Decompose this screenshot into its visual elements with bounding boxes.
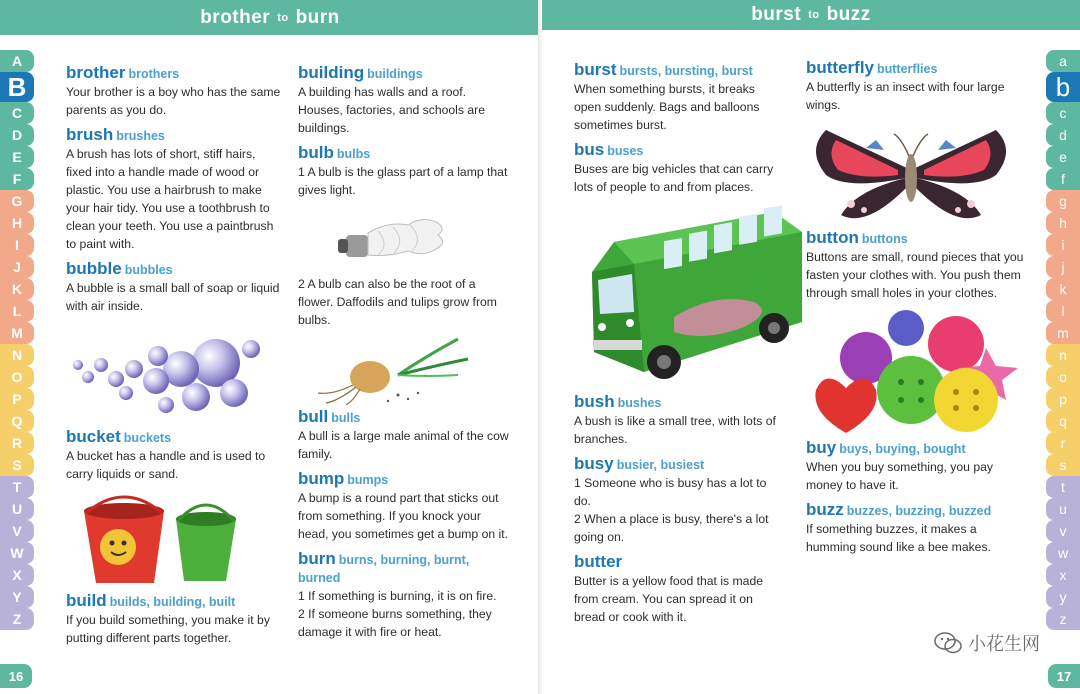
- entry-butterfly: [806, 58, 1026, 114]
- tab-letter-v[interactable]: v: [1046, 520, 1080, 542]
- butterfly-icon: [806, 120, 1026, 228]
- word-forms: busier, busiest: [616, 458, 705, 472]
- tab-letter-x[interactable]: x: [1046, 564, 1080, 586]
- tab-letter-n[interactable]: N: [0, 344, 34, 366]
- right-column-1: [574, 60, 784, 632]
- watermark: [934, 630, 1040, 656]
- tab-letter-b[interactable]: b: [1046, 72, 1080, 102]
- left-column-2: [298, 63, 513, 647]
- headword: burn: [298, 549, 336, 568]
- tab-letter-l[interactable]: l: [1046, 300, 1080, 322]
- tab-letter-c[interactable]: C: [0, 102, 34, 124]
- entry-bus: [574, 140, 784, 196]
- tab-letter-h[interactable]: h: [1046, 212, 1080, 234]
- tab-letter-w[interactable]: w: [1046, 542, 1080, 564]
- word-forms: bushes: [617, 396, 662, 410]
- definition-1: 1 If something is burning, it is on fire.: [298, 589, 497, 603]
- word-forms: bubbles: [124, 263, 173, 277]
- header-to: to: [277, 11, 289, 24]
- word-forms: buzzes, buzzing, buzzed: [846, 504, 992, 518]
- alphabet-tabs-right: [1046, 50, 1080, 630]
- tab-letter-t[interactable]: t: [1046, 476, 1080, 498]
- tab-letter-n[interactable]: n: [1046, 344, 1080, 366]
- tab-letter-f[interactable]: f: [1046, 168, 1080, 190]
- headword: build: [66, 591, 107, 610]
- tab-letter-a[interactable]: a: [1046, 50, 1080, 72]
- entry-building: [298, 63, 513, 137]
- headword: butter: [574, 552, 623, 571]
- definition-1: 1 A bulb is the glass part of a lamp that gives light.: [298, 165, 508, 197]
- entry-buzz: [806, 500, 1026, 556]
- tab-letter-t[interactable]: T: [0, 476, 34, 498]
- light-bulb-icon: [298, 205, 513, 275]
- headword: bubble: [66, 259, 122, 278]
- definition: Buses are big vehicles that can carry lots of people to and from places.: [574, 162, 774, 194]
- entry-bush: [574, 392, 784, 448]
- header-from-word: brother: [200, 6, 271, 28]
- entry-burst: [574, 60, 784, 134]
- header-until-word: buzz: [826, 4, 871, 25]
- word-forms: bursts, bursting, burst: [619, 64, 753, 78]
- entry-bubble: [66, 259, 281, 315]
- tab-letter-q[interactable]: Q: [0, 410, 34, 432]
- definition: If you build something, you make it by putting different parts together.: [66, 613, 270, 645]
- word-forms: butterflies: [877, 62, 938, 76]
- definition: A bump is a round part that sticks out from something. If you knock your head, you sometimes get a bump on it.: [298, 491, 509, 541]
- tab-letter-y[interactable]: Y: [0, 586, 34, 608]
- wechat-logo-icon: [934, 632, 962, 654]
- entry-busy: [574, 454, 784, 546]
- entry-butter: [574, 552, 784, 626]
- word-forms: bumps: [347, 473, 389, 487]
- tab-letter-z[interactable]: z: [1046, 608, 1080, 630]
- bubbles-icon: [66, 321, 281, 421]
- tab-letter-o[interactable]: o: [1046, 366, 1080, 388]
- header-until-word: burn: [295, 6, 340, 28]
- tab-letter-r[interactable]: r: [1046, 432, 1080, 454]
- watermark-text: 小花生网: [968, 634, 1040, 654]
- tab-letter-v[interactable]: V: [0, 520, 34, 542]
- word-forms: builds, building, built: [109, 595, 236, 609]
- word-forms: bulls: [331, 411, 361, 425]
- word-forms: buys, buying, bought: [839, 442, 966, 456]
- word-forms: buttons: [861, 232, 908, 246]
- buckets-icon: [66, 489, 281, 587]
- definition: Your brother is a boy who has the same parents as you do.: [66, 85, 281, 117]
- alphabet-tabs-left: [0, 50, 34, 630]
- definition: When something bursts, it breaks open suddenly. Bags and balloons sometimes burst.: [574, 82, 760, 132]
- entry-bull: [298, 407, 513, 463]
- entry-brush: [66, 125, 281, 253]
- left-column-1: [66, 63, 281, 653]
- word-forms: burns, burning, burnt, burned: [298, 553, 470, 585]
- entry-bulb-sense-2: [298, 275, 513, 329]
- tab-letter-u[interactable]: u: [1046, 498, 1080, 520]
- definition: If something buzzes, it makes a humming sound like a bee makes.: [806, 522, 991, 554]
- tab-letter-x[interactable]: X: [0, 564, 34, 586]
- tab-letter-p[interactable]: p: [1046, 388, 1080, 410]
- entry-build: [66, 591, 281, 647]
- tab-letter-l[interactable]: L: [0, 300, 34, 322]
- tab-letter-s[interactable]: S: [0, 454, 34, 476]
- headword: building: [298, 63, 365, 82]
- left-page-header: [0, 0, 540, 35]
- tab-letter-d[interactable]: d: [1046, 124, 1080, 146]
- word-forms: buckets: [123, 431, 172, 445]
- headword: bump: [298, 469, 345, 488]
- headword: button: [806, 228, 859, 247]
- headword: brother: [66, 63, 126, 82]
- headword: butterfly: [806, 58, 874, 77]
- word-forms: bulbs: [336, 147, 371, 161]
- entry-bulb: [298, 143, 513, 199]
- tab-letter-m[interactable]: M: [0, 322, 34, 344]
- tab-letter-k[interactable]: k: [1046, 278, 1080, 300]
- tab-letter-w[interactable]: W: [0, 542, 34, 564]
- header-from-word: burst: [751, 4, 802, 25]
- tab-letter-z[interactable]: Z: [0, 608, 34, 630]
- tab-letter-j[interactable]: J: [0, 256, 34, 278]
- tab-letter-i[interactable]: I: [0, 234, 34, 256]
- page-number: 16: [0, 664, 32, 688]
- definition: A bubble is a small ball of soap or liquid with air inside.: [66, 281, 280, 313]
- tab-letter-p[interactable]: P: [0, 388, 34, 410]
- headword: bull: [298, 407, 329, 426]
- entry-brother: [66, 63, 281, 119]
- tab-letter-o[interactable]: O: [0, 366, 34, 388]
- tab-letter-a[interactable]: A: [0, 50, 34, 72]
- word-forms: buses: [607, 144, 644, 158]
- bus-icon: [574, 202, 784, 392]
- header-to: to: [808, 9, 820, 21]
- tab-letter-e[interactable]: E: [0, 146, 34, 168]
- definition-2: 2 When a place is busy, there's a lot going on.: [574, 512, 769, 544]
- entry-buy: [806, 438, 1026, 494]
- headword: bush: [574, 392, 615, 411]
- right-page-header: [542, 0, 1080, 30]
- definition: A brush has lots of short, stiff hairs, fixed into a handle made of wood or plastic. You use a hairbrush to make your hair tidy. You use a toothbrush to clean your teeth. You use a paintbrush to paint with.: [66, 147, 274, 251]
- definition: When you buy something, you pay money to have it.: [806, 460, 993, 492]
- definition: A bucket has a handle and is used to carry liquids or sand.: [66, 449, 266, 481]
- definition-2: 2 If someone burns something, they damage it with fire or heat.: [298, 607, 492, 639]
- headword: bulb: [298, 143, 334, 162]
- tab-letter-b[interactable]: B: [0, 72, 34, 102]
- right-page: [542, 0, 1080, 694]
- page-number: 17: [1048, 664, 1080, 688]
- definition: Butter is a yellow food that is made from cream. You can spread it on bread or cook with it.: [574, 574, 764, 624]
- tab-letter-c[interactable]: c: [1046, 102, 1080, 124]
- definition: A building has walls and a roof. Houses, factories, and schools are buildings.: [298, 85, 485, 135]
- definition-1: 1 Someone who is busy has a lot to do.: [574, 476, 767, 508]
- headword: bus: [574, 140, 605, 159]
- word-forms: brushes: [116, 129, 165, 143]
- headword: bucket: [66, 427, 121, 446]
- tab-letter-g[interactable]: g: [1046, 190, 1080, 212]
- word-forms: buildings: [367, 67, 423, 81]
- tab-letter-j[interactable]: j: [1046, 256, 1080, 278]
- word-forms: brothers: [128, 67, 180, 81]
- headword: brush: [66, 125, 114, 144]
- tab-letter-i[interactable]: i: [1046, 234, 1080, 256]
- definition: A bull is a large male animal of the cow family.: [298, 429, 509, 461]
- tab-letter-h[interactable]: H: [0, 212, 34, 234]
- tab-letter-u[interactable]: U: [0, 498, 34, 520]
- tab-letter-m[interactable]: m: [1046, 322, 1080, 344]
- entry-bucket: [66, 427, 281, 483]
- tab-letter-r[interactable]: R: [0, 432, 34, 454]
- entry-burn: [298, 549, 513, 641]
- buttons-icon: [806, 308, 1026, 438]
- headword: busy: [574, 454, 614, 473]
- headword: buzz: [806, 500, 844, 519]
- tab-letter-y[interactable]: y: [1046, 586, 1080, 608]
- tab-letter-g[interactable]: G: [0, 190, 34, 212]
- definition: A bush is like a small tree, with lots of branches.: [574, 414, 776, 446]
- tab-letter-k[interactable]: K: [0, 278, 34, 300]
- onion-bulb-icon: [298, 335, 513, 407]
- tab-letter-d[interactable]: D: [0, 124, 34, 146]
- definition-2: 2 A bulb can also be the root of a flower. Daffodils and tulips grow from bulbs.: [298, 277, 497, 327]
- right-column-2: [806, 58, 1026, 562]
- headword: buy: [806, 438, 837, 457]
- definition: A butterfly is an insect with four large wings.: [806, 80, 1005, 112]
- headword: burst: [574, 60, 617, 79]
- tab-letter-f[interactable]: F: [0, 168, 34, 190]
- entry-bump: [298, 469, 513, 543]
- entry-button: [806, 228, 1026, 302]
- tab-letter-q[interactable]: q: [1046, 410, 1080, 432]
- tab-letter-s[interactable]: s: [1046, 454, 1080, 476]
- tab-letter-e[interactable]: e: [1046, 146, 1080, 168]
- definition: Buttons are small, round pieces that you fasten your clothes with. You push them through small holes in your clothes.: [806, 250, 1024, 300]
